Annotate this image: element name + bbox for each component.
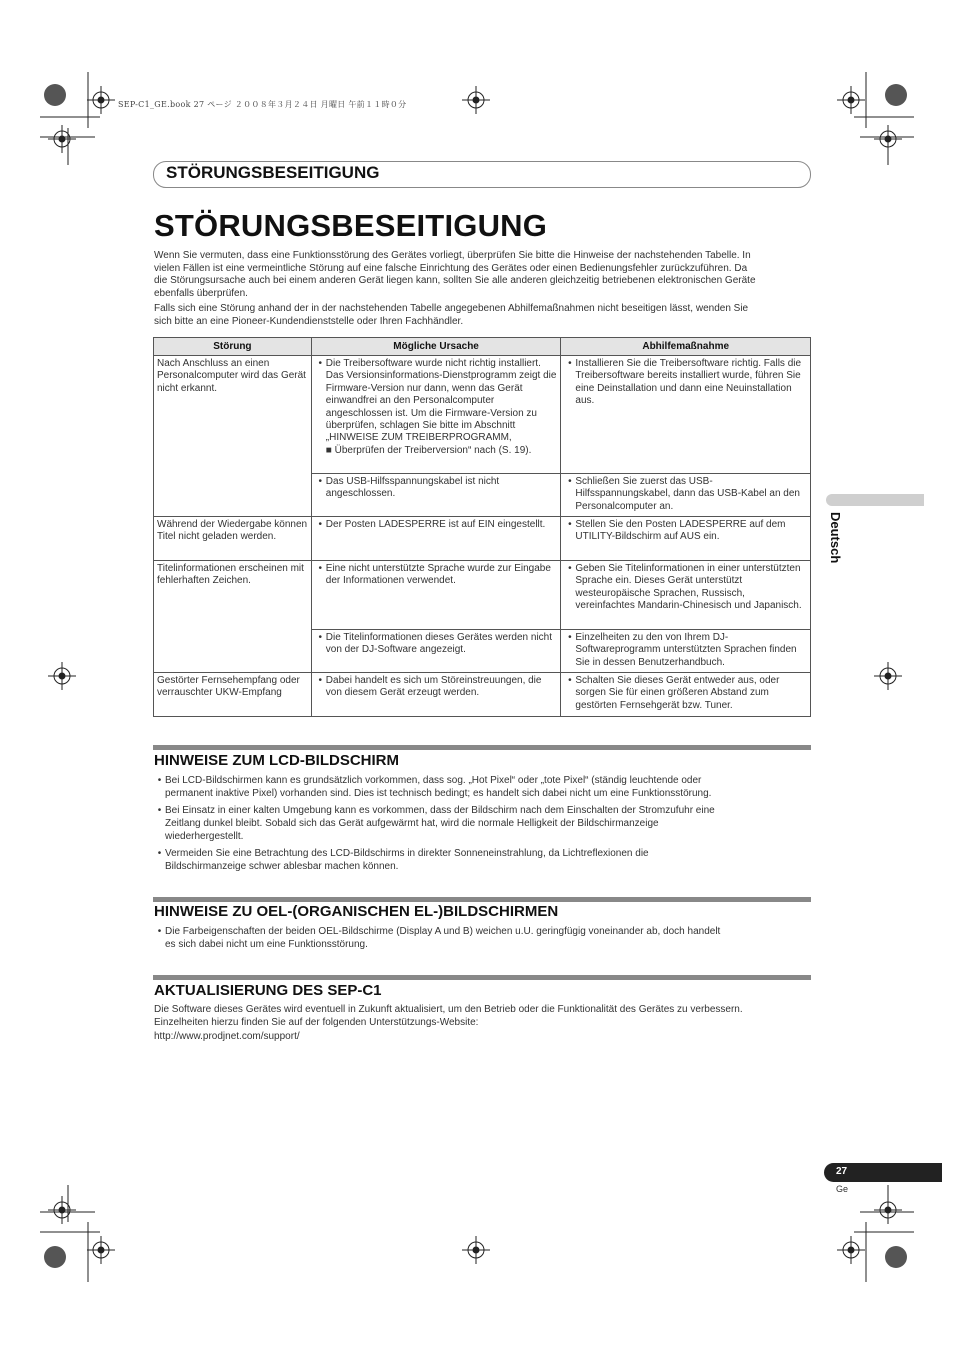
cause-text: Eine nicht unterstützte Sprache wurde zur Eingabe der Informationen verwendet. [325,563,551,587]
remedy-text: Geben Sie Titelinformationen in einer unterstützten Sprache ein. Dieses Gerät unterstützt westeuropäische Sprachen, Russisch, vereinfachtes Mandarin-Chinesisch und Japanisch. [575,563,802,612]
cause-note: Das Versionsinformations-Dienstprogramm zeigt die Firmware-Version nur dann, wenn das Gerät einwandfrei an den Personalcomputer angeschlossen ist. Um die Firmware-Version zu überprüfen, schlagen Sie bitte im Abschnitt „HINWEISE ZUM TREIBERPROGRAMM, [325,370,557,444]
list-item [154,774,814,800]
list-item-line: es sich dabei nicht um eine Funktionsstörung. [165,939,368,950]
symptom-cell: Nach Anschluss an einen Personalcomputer wird das Gerät nicht erkannt. [154,356,312,517]
table-row [154,356,811,474]
list-item [154,925,814,951]
intro-line: Falls sich eine Störung anhand der in der nachstehenden Tabelle angegebenen Abhilfemaßnahmen nicht beseitigen lässt, wenden Sie [154,303,749,314]
list-item-line: Bei LCD-Bildschirmen kann es grundsätzlich vorkommen, dass sog. „Hot Pixel“ oder „tote Pixel“ (ständig leuchtende oder [165,775,702,786]
cause-note: ■ Überprüfen der Treiberversion“ nach (S. 19). [325,444,532,456]
list-item-line: Zeitlang dunkel bleibt. Sobald sich das Gerät aufgewärmt hat, wird die normale Helligkeit der Bildschirmanzeige [165,818,659,829]
page-language-code: Ge [836,1184,849,1194]
page-number: 27 [836,1166,848,1177]
intro-line: Wenn Sie vermuten, dass eine Funktionsstörung des Gerätes vorliegt, überprüfen Sie bitte die Hinweise der nachstehenden Tabelle. In [154,250,751,261]
bullet: • [157,926,162,937]
table-row [154,517,811,561]
remedy-cell [561,517,811,561]
section-title-update: AKTUALISIERUNG DES SEP-C1 [154,982,382,999]
intro-line: die Störungsursache auch bei einem anderen Gerät liegen kann, sollten Sie alle anderen gleichzeitig betriebenen elektronischen Geräte [154,275,756,287]
bullet: • [318,358,323,369]
remedy-cell [561,356,811,474]
language-label-text: Deutsch [828,512,843,564]
remedy-text: Einzelheiten zu den von Ihrem DJ-Softwareprogramm unterstützten Sprachen finden Sie in dessen Benutzerhandbuch. [575,632,797,668]
intro-paragraph [154,250,810,300]
remedy-cell [561,673,811,717]
section-divider [153,745,811,750]
update-line: Einzelheiten hierzu finden Sie auf der folgenden Unterstützungs-Website: [154,1017,479,1028]
list-item-line: wiederhergestellt. [165,831,244,842]
remedy-text: Stellen Sie den Posten LADESPERRE auf dem UTILITY-Bildschirm auf AUS ein. [575,519,786,543]
list-item-line: Die Farbeigenschaften der beiden OEL-Bildschirme (Display A und B) weichen u.U. geringfügig voneinander ab, doch handelt [165,926,721,937]
bullet: • [568,358,572,369]
troubleshooting-table [153,337,811,717]
cause-text: Der Posten LADESPERRE ist auf EIN eingestellt. [325,519,546,530]
cause-cell [311,630,561,673]
cause-cell [311,561,561,630]
bullet: • [568,675,572,686]
cause-cell [311,673,561,717]
language-tab-label [824,512,844,582]
bullet: • [568,632,572,643]
language-tab-bar [826,494,924,506]
column-header: Störung [154,338,312,356]
section-divider [153,897,811,902]
list-item-line: Vermeiden Sie eine Betrachtung des LCD-Bildschirms in direkter Sonneneinstrahlung, da Lichtreflexionen die [165,848,649,859]
cause-cell [311,517,561,561]
cause-text: Dabei handelt es sich um Störeinstreuungen, die von diesem Gerät erzeugt werden. [325,675,542,699]
support-url[interactable]: http://www.prodjnet.com/support/ [154,1031,300,1042]
bullet: • [568,519,572,530]
section-title-lcd: HINWEISE ZUM LCD-BILDSCHIRM [154,752,399,769]
bullet: • [157,848,162,859]
remedy-cell [561,561,811,630]
remedy-text: Installieren Sie die Treibersoftware richtig. Falls die Treibersoftware bereits installiert wurde, führen Sie eine Deinstallation und dann eine Neuinstallation aus. [575,358,802,407]
intro-paragraph-2 [154,303,810,328]
section-divider [153,975,811,980]
symptom-cell: Titelinformationen erscheinen mit fehlerhaften Zeichen. [154,561,312,673]
cause-text: Die Treibersoftware wurde nicht richtig installiert. [325,358,541,369]
header-title: STÖRUNGSBESEITIGUNG [166,163,380,182]
symptom-cell: Während der Wiedergabe können Titel nicht geladen werden. [154,517,312,561]
table-row [154,673,811,717]
bullet: • [318,632,323,643]
table-header-row [154,338,811,356]
print-info: SEP-C1_GE.book 27 ページ ２００８年３月２４日 月曜日 午前１１時０分 [118,100,407,109]
bullet: • [318,519,323,530]
bullet: • [568,563,572,574]
bullet: • [318,476,323,487]
cause-text: Die Titelinformationen dieses Gerätes werden nicht von der DJ-Software angezeigt. [325,632,553,656]
cause-cell [311,356,561,474]
section-title-oel: HINWEISE ZU OEL-(ORGANISCHEN EL-)BILDSCHIRMEN [154,903,559,920]
cause-text: Das USB-Hilfsspannungskabel ist nicht angeschlossen. [325,476,500,500]
list-item-line: permanent inaktive Pixel) vorhanden sind. Dies ist technisch bedingt; es handelt sich dabei nicht um eine Funktionsstörung. [165,788,712,799]
column-header: Mögliche Ursache [311,338,561,356]
symptom-cell: Gestörter Fernsehempfang oder verrauschter UKW-Empfang [154,673,312,717]
remedy-text: Schließen Sie zuerst das USB-Hilfsspannungskabel, dann das USB-Kabel an den Personalcomputer an. [575,476,800,512]
bullet: • [157,805,162,816]
bullet: • [157,775,162,786]
bullet: • [568,476,572,487]
intro-line: ebenfalls überprüfen. [154,287,248,299]
column-header: Abhilfemaßnahme [561,338,811,356]
remedy-text: Schalten Sie dieses Gerät entweder aus, oder sorgen Sie für einen größeren Abstand zum gestörten Fernsehgerät bzw. Tuner. [575,675,780,711]
table-row [154,561,811,630]
cause-cell [311,474,561,517]
remedy-cell [561,630,811,673]
intro-line: vielen Fällen ist eine vermeintliche Störung auf eine falsche Einrichtung des Gerätes oder einen Bedienungsfehler zurückzuführen. Da [154,262,748,274]
bullet: • [318,563,323,574]
remedy-cell [561,474,811,517]
list-item [154,804,814,843]
update-paragraph [154,1003,810,1029]
bullet: • [318,675,323,686]
list-item-line: Bildschirmanzeige schwer ablesbar machen können. [165,861,399,872]
page-title: STÖRUNGSBESEITIGUNG [154,208,548,243]
intro-line: sich bitte an eine Pioneer-Kundendienststelle oder Ihren Fachhändler. [154,315,464,327]
update-line: Die Software dieses Gerätes wird eventuell in Zukunft aktualisiert, um den Betrieb oder die Funktionalität des Gerätes zu verbessern. [154,1004,743,1015]
list-item [154,847,814,873]
list-item-line: Bei Einsatz in einer kalten Umgebung kann es vorkommen, dass der Bildschirm nach dem Einschalten der Stromzufuhr eine [165,805,715,816]
